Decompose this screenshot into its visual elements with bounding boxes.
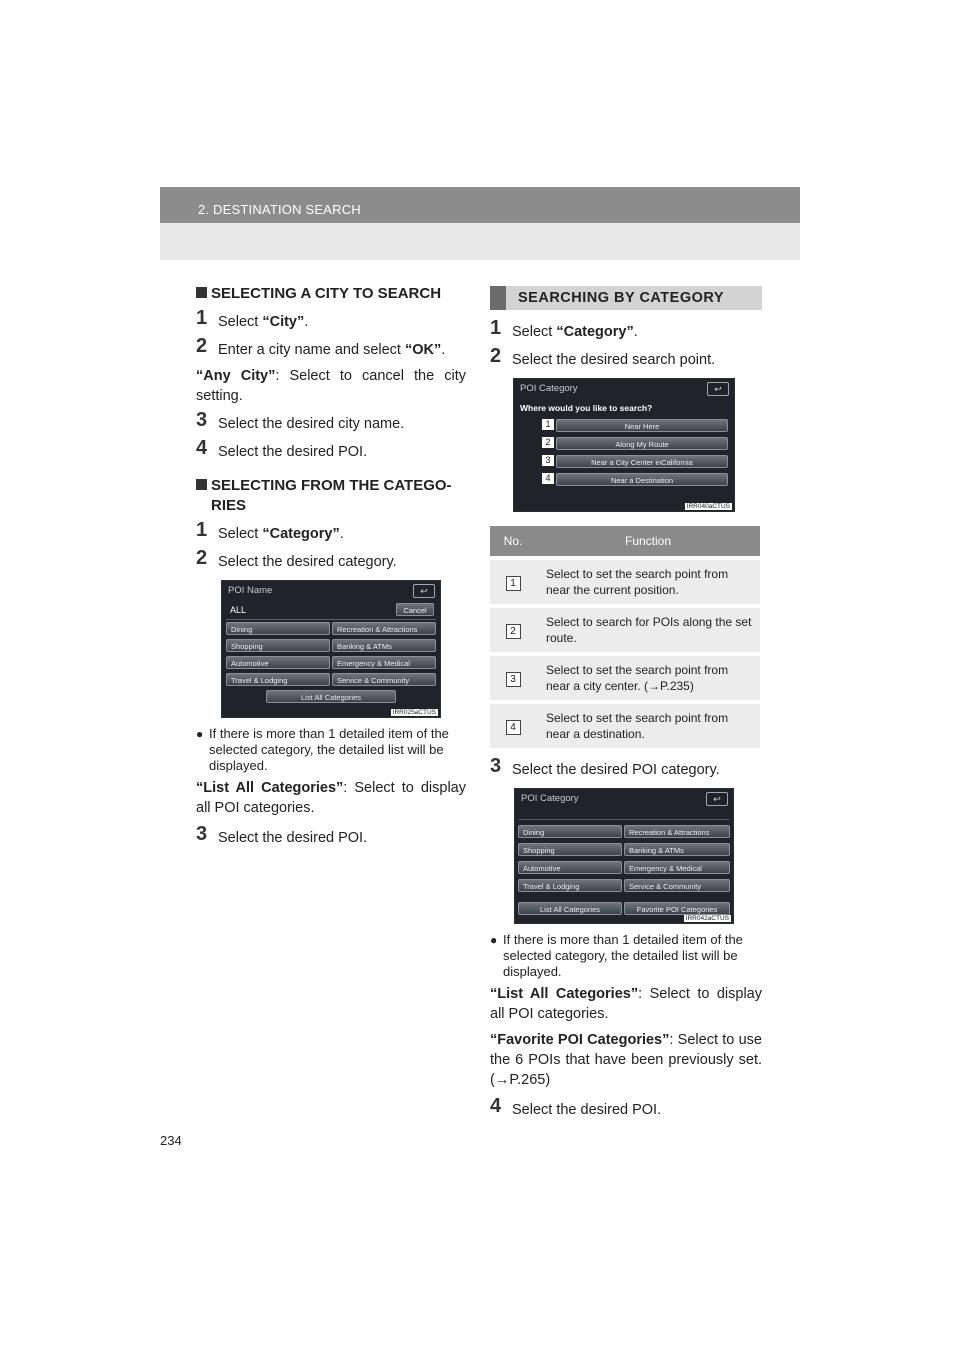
header-bar xyxy=(160,187,800,223)
step-1: 1 Select “City”. xyxy=(196,307,309,330)
travel-button[interactable]: Travel & Lodging xyxy=(518,879,622,892)
poi-name-screenshot xyxy=(221,580,441,718)
right-step-3: 3 Select the desired POI category. xyxy=(490,755,720,778)
section-heading-categories: SELECTING FROM THE CATEGO- RIES xyxy=(196,476,466,516)
dining-button[interactable]: Dining xyxy=(226,622,330,635)
recreation-button[interactable]: Recreation & Attractions xyxy=(624,825,730,838)
right-step-4: 4 Select the desired POI. xyxy=(490,1095,662,1118)
automotive-button[interactable]: Automotive xyxy=(226,656,330,669)
list-all-note: “List All Categories”: Select to display all POI categories. xyxy=(196,780,466,816)
block-heading: SEARCHING BY CATEGORY xyxy=(490,286,762,310)
near-city-center-button[interactable]: Near a City Center inCalifornia xyxy=(556,455,728,468)
screen-title: POI Category xyxy=(520,383,578,394)
any-city-note: “Any City”: Select to cancel the city setting. xyxy=(196,368,466,404)
right-column xyxy=(490,286,762,1120)
question-label: Where would you like to search? xyxy=(520,403,653,413)
service-button[interactable]: Service & Community xyxy=(332,673,436,686)
image-code: IRR042aCTUS xyxy=(685,915,729,922)
function-table xyxy=(490,526,760,748)
square-bullet-icon xyxy=(196,479,207,490)
section-heading-city: SELECTING A CITY TO SEARCH xyxy=(196,284,466,304)
banking-button[interactable]: Banking & ATMs xyxy=(624,843,730,856)
table-row: 3 Select to set the search point from near a city center. (→P.235) xyxy=(490,654,760,702)
right-step-2: 2 Select the desired search point. xyxy=(490,345,716,368)
screen-title: POI Category xyxy=(521,793,579,804)
bullet-note: ● If there is more than 1 detailed item of the selected category, the detailed list will be displayed. xyxy=(490,932,743,979)
near-destination-button[interactable]: Near a Destination xyxy=(556,473,728,486)
recreation-button[interactable]: Recreation & Attractions xyxy=(332,622,436,635)
step-3: 3 Select the desired city name. xyxy=(196,409,405,432)
emergency-button[interactable]: Emergency & Medical xyxy=(624,861,730,874)
near-here-button[interactable]: Near Here xyxy=(556,419,728,432)
emergency-button[interactable]: Emergency & Medical xyxy=(332,656,436,669)
cat-step-1: 1 Select “Category”. xyxy=(196,519,344,542)
marker-3: 3 xyxy=(542,455,554,466)
step-2: 2 Enter a city name and select “OK”. xyxy=(196,335,446,358)
service-button[interactable]: Service & Community xyxy=(624,879,730,892)
list-all-note: “List All Categories”: Select to display all POI categories. xyxy=(490,986,762,1022)
header-band xyxy=(160,187,800,260)
poi-category-search-point-screenshot xyxy=(513,378,735,512)
back-arrow-icon[interactable]: ↩ xyxy=(706,792,728,806)
shopping-button[interactable]: Shopping xyxy=(518,843,622,856)
section-title: 2. DESTINATION SEARCH xyxy=(198,202,361,217)
screen-title: POI Name xyxy=(228,585,273,596)
banking-button[interactable]: Banking & ATMs xyxy=(332,639,436,652)
page-number: 234 xyxy=(160,1133,182,1148)
table-row: 2 Select to search for POIs along the set route. xyxy=(490,606,760,654)
step-4: 4 Select the desired POI. xyxy=(196,437,368,460)
list-all-categories-button[interactable]: List All Categories xyxy=(518,902,622,915)
favorite-note: “Favorite POI Categories”: Select to use the 6 POIs that have been previously set.(→P.265) xyxy=(490,1032,762,1088)
col-header-no: No. xyxy=(490,526,536,558)
square-bullet-icon xyxy=(196,287,207,298)
shopping-button[interactable]: Shopping xyxy=(226,639,330,652)
cat-step-3: 3 Select the desired POI. xyxy=(196,823,368,846)
travel-button[interactable]: Travel & Lodging xyxy=(226,673,330,686)
list-all-categories-button[interactable]: List All Categories xyxy=(266,690,396,703)
table-row: 4 Select to set the search point from near a destination. xyxy=(490,702,760,748)
image-code: IRR040aCTUS xyxy=(686,503,730,510)
favorite-poi-categories-button[interactable]: Favorite POI Categories xyxy=(624,902,730,915)
right-step-1: 1 Select “Category”. xyxy=(490,317,638,340)
marker-1: 1 xyxy=(542,419,554,430)
cancel-button[interactable]: Cancel xyxy=(396,603,434,616)
along-my-route-button[interactable]: Along My Route xyxy=(556,437,728,450)
all-label: ALL xyxy=(230,605,247,615)
col-header-function: Function xyxy=(536,526,760,558)
dining-button[interactable]: Dining xyxy=(518,825,622,838)
marker-4: 4 xyxy=(542,473,554,484)
image-code: IRR025aCTUS xyxy=(392,709,436,716)
table-row: 1 Select to set the search point from near the current position. xyxy=(490,558,760,606)
automotive-button[interactable]: Automotive xyxy=(518,861,622,874)
left-column xyxy=(196,284,466,848)
heading-square-icon xyxy=(490,286,506,310)
back-arrow-icon[interactable]: ↩ xyxy=(707,382,729,396)
poi-category-list-screenshot xyxy=(514,788,734,924)
back-arrow-icon[interactable]: ↩ xyxy=(413,584,435,598)
bullet-note: ● If there is more than 1 detailed item of the selected category, the detailed list will be displayed. xyxy=(196,726,449,773)
cat-step-2: 2 Select the desired category. xyxy=(196,547,397,570)
marker-2: 2 xyxy=(542,437,554,448)
